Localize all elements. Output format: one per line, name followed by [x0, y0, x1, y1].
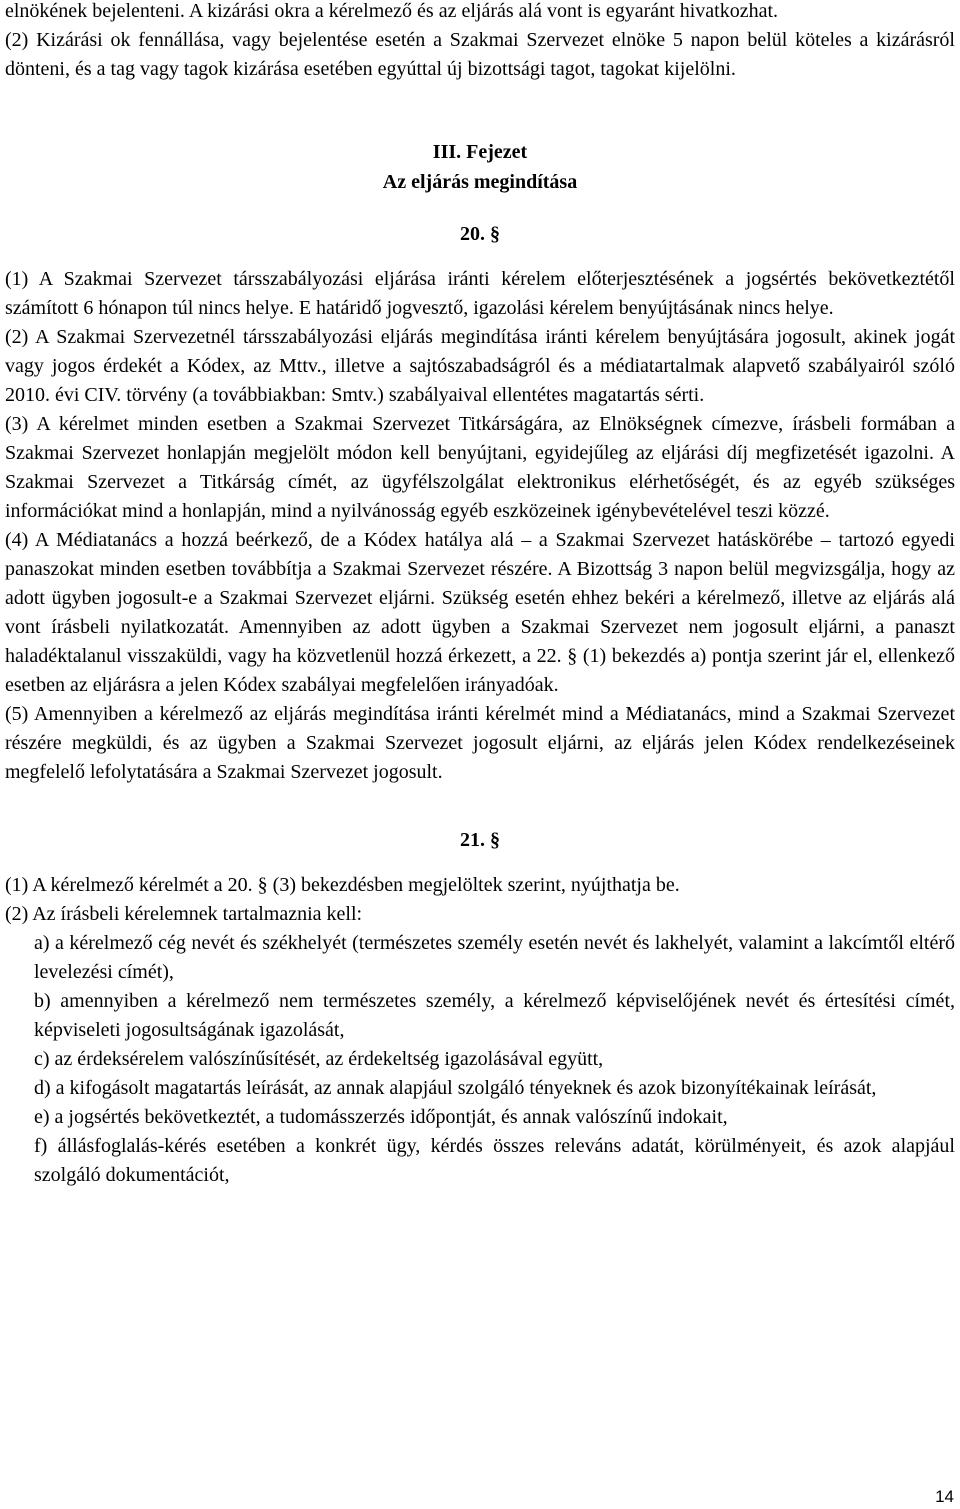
section-21-heading: 21. § [460, 829, 500, 851]
list-item-a: a) a kérelmező cég nevét és székhelyét (természetes személy esetén nevét és lakhelyét, valamint a lakcímtől eltérő levelezési címét), [34, 932, 955, 983]
chapter-number: III. Fejezet [432, 141, 528, 163]
list-item-e: e) a jogsértés bekövetkeztét, a tudomásszerzés időpontját, és annak valószínű indokait, [34, 1106, 728, 1128]
section-21-paragraph-2: (2) Az írásbeli kérelemnek tartalmaznia kell: [5, 903, 363, 925]
section-20-heading: 20. § [460, 223, 500, 245]
list-item-f: f) állásfoglalás-kérés esetében a konkrét ügy, kérdés összes releváns adatát, körülményeit, és azok alapjául szolgáló dokumentációt, [34, 1135, 955, 1186]
list-item-b: b) amennyiben a kérelmező nem természetes személy, a kérelmező képviselőjének nevét és értesítési címét, képviseleti jogosultságának igazolását, [34, 990, 955, 1041]
list-item-c: c) az érdeksérelem valószínűsítését, az érdekeltség igazolásával együtt, [34, 1048, 604, 1070]
section-21-paragraph-1: (1) A kérelmező kérelmét a 20. § (3) bekezdésben megjelöltek szerint, nyújthatja be. [5, 874, 680, 896]
section-20-paragraph-1: (1) A Szakmai Szervezet társszabályozási eljárása iránti kérelem előterjesztésének a jogsértés bekövetkeztétől számított 6 hónapon túl nincs helye. E határidő jogvesztő, igazolási kérelem benyújtásának nincs helye. [5, 268, 955, 319]
section-20-paragraph-2: (2) A Szakmai Szervezetnél társszabályozási eljárás megindítása iránti kérelem benyújtására jogosult, akinek jogát vagy jogos érdekét a Kódex, az Mttv., illetve a sajtószabadságról és a médiatartalmak alapvető szabályairól szóló 2010. évi CIV. törvény (a továbbiakban: Smtv.) szabályaival ellentétes magatartás sérti. [5, 326, 955, 406]
page-number: 14 [935, 1487, 954, 1506]
intro-paragraph-continued: elnökének bejelenteni. A kizárási okra a kérelmező és az eljárás alá vont is egyaránt hivatkozhat. [5, 0, 778, 22]
section-20-paragraph-5: (5) Amennyiben a kérelmező az eljárás megindítása iránti kérelmét mind a Médiatanács, mind a Szakmai Szervezet részére megküldi, és az ügyben a Szakmai Szervezet jogosult eljárni, az eljárás jelen Kódex rendelkezéseinek megfelelő lefolytatására a Szakmai Szervezet jogosult. [5, 703, 955, 783]
section-20-paragraph-4: (4) A Médiatanács a hozzá beérkező, de a Kódex hatálya alá – a Szakmai Szervezet hatáskörébe – tartozó egyedi panaszokat minden esetben továbbítja a Szakmai Szervezet részére. A Bizottság 3 napon belül megvizsgálja, hogy az adott ügyben jogosult-e a Szakmai Szervezet eljárni. Szükség esetén ehhez bekéri a kérelmező, illetve az eljárás alá vont írásbeli nyilatkozatát. Amennyiben az adott ügyben a Szakmai Szervezet nem jogosult eljárni, a panaszt haladéktalanul visszaküldi, vagy ha közvetlenül hozzá érkezett, a 22. § (1) bekezdés a) pontja szerint jár el, ellenkező esetben az eljárásra a jelen Kódex szabályai megfelelően irányadóak. [5, 529, 955, 696]
list-item-d: d) a kifogásolt magatartás leírását, az annak alapjául szolgáló tényeknek és azok bizonyítékainak leírását, [34, 1077, 877, 1099]
chapter-title: Az eljárás megindítása [382, 171, 578, 193]
intro-paragraph-2: (2) Kizárási ok fennállása, vagy bejelentése esetén a Szakmai Szervezet elnöke 5 napon belül köteles a kizárásról dönteni, és a tag vagy tagok kizárása esetében egyúttal új bizottsági tagot, tagokat kijelölni. [5, 29, 955, 80]
document-page [5, 0, 955, 1190]
section-20-paragraph-3: (3) A kérelmet minden esetben a Szakmai Szervezet Titkárságára, az Elnökségnek címezve, írásbeli formában a Szakmai Szervezet honlapján megjelölt módon kell benyújtani, egyidejűleg az eljárási díj megfizetését igazolni. A Szakmai Szervezet a Titkárság címét, az ügyfélszolgálat elektronikus elérhetőségét, és az egyéb szükséges információkat mind a honlapján, mind a nyilvánosság egyéb eszközeinek igénybevételével teszi közzé. [5, 413, 955, 522]
